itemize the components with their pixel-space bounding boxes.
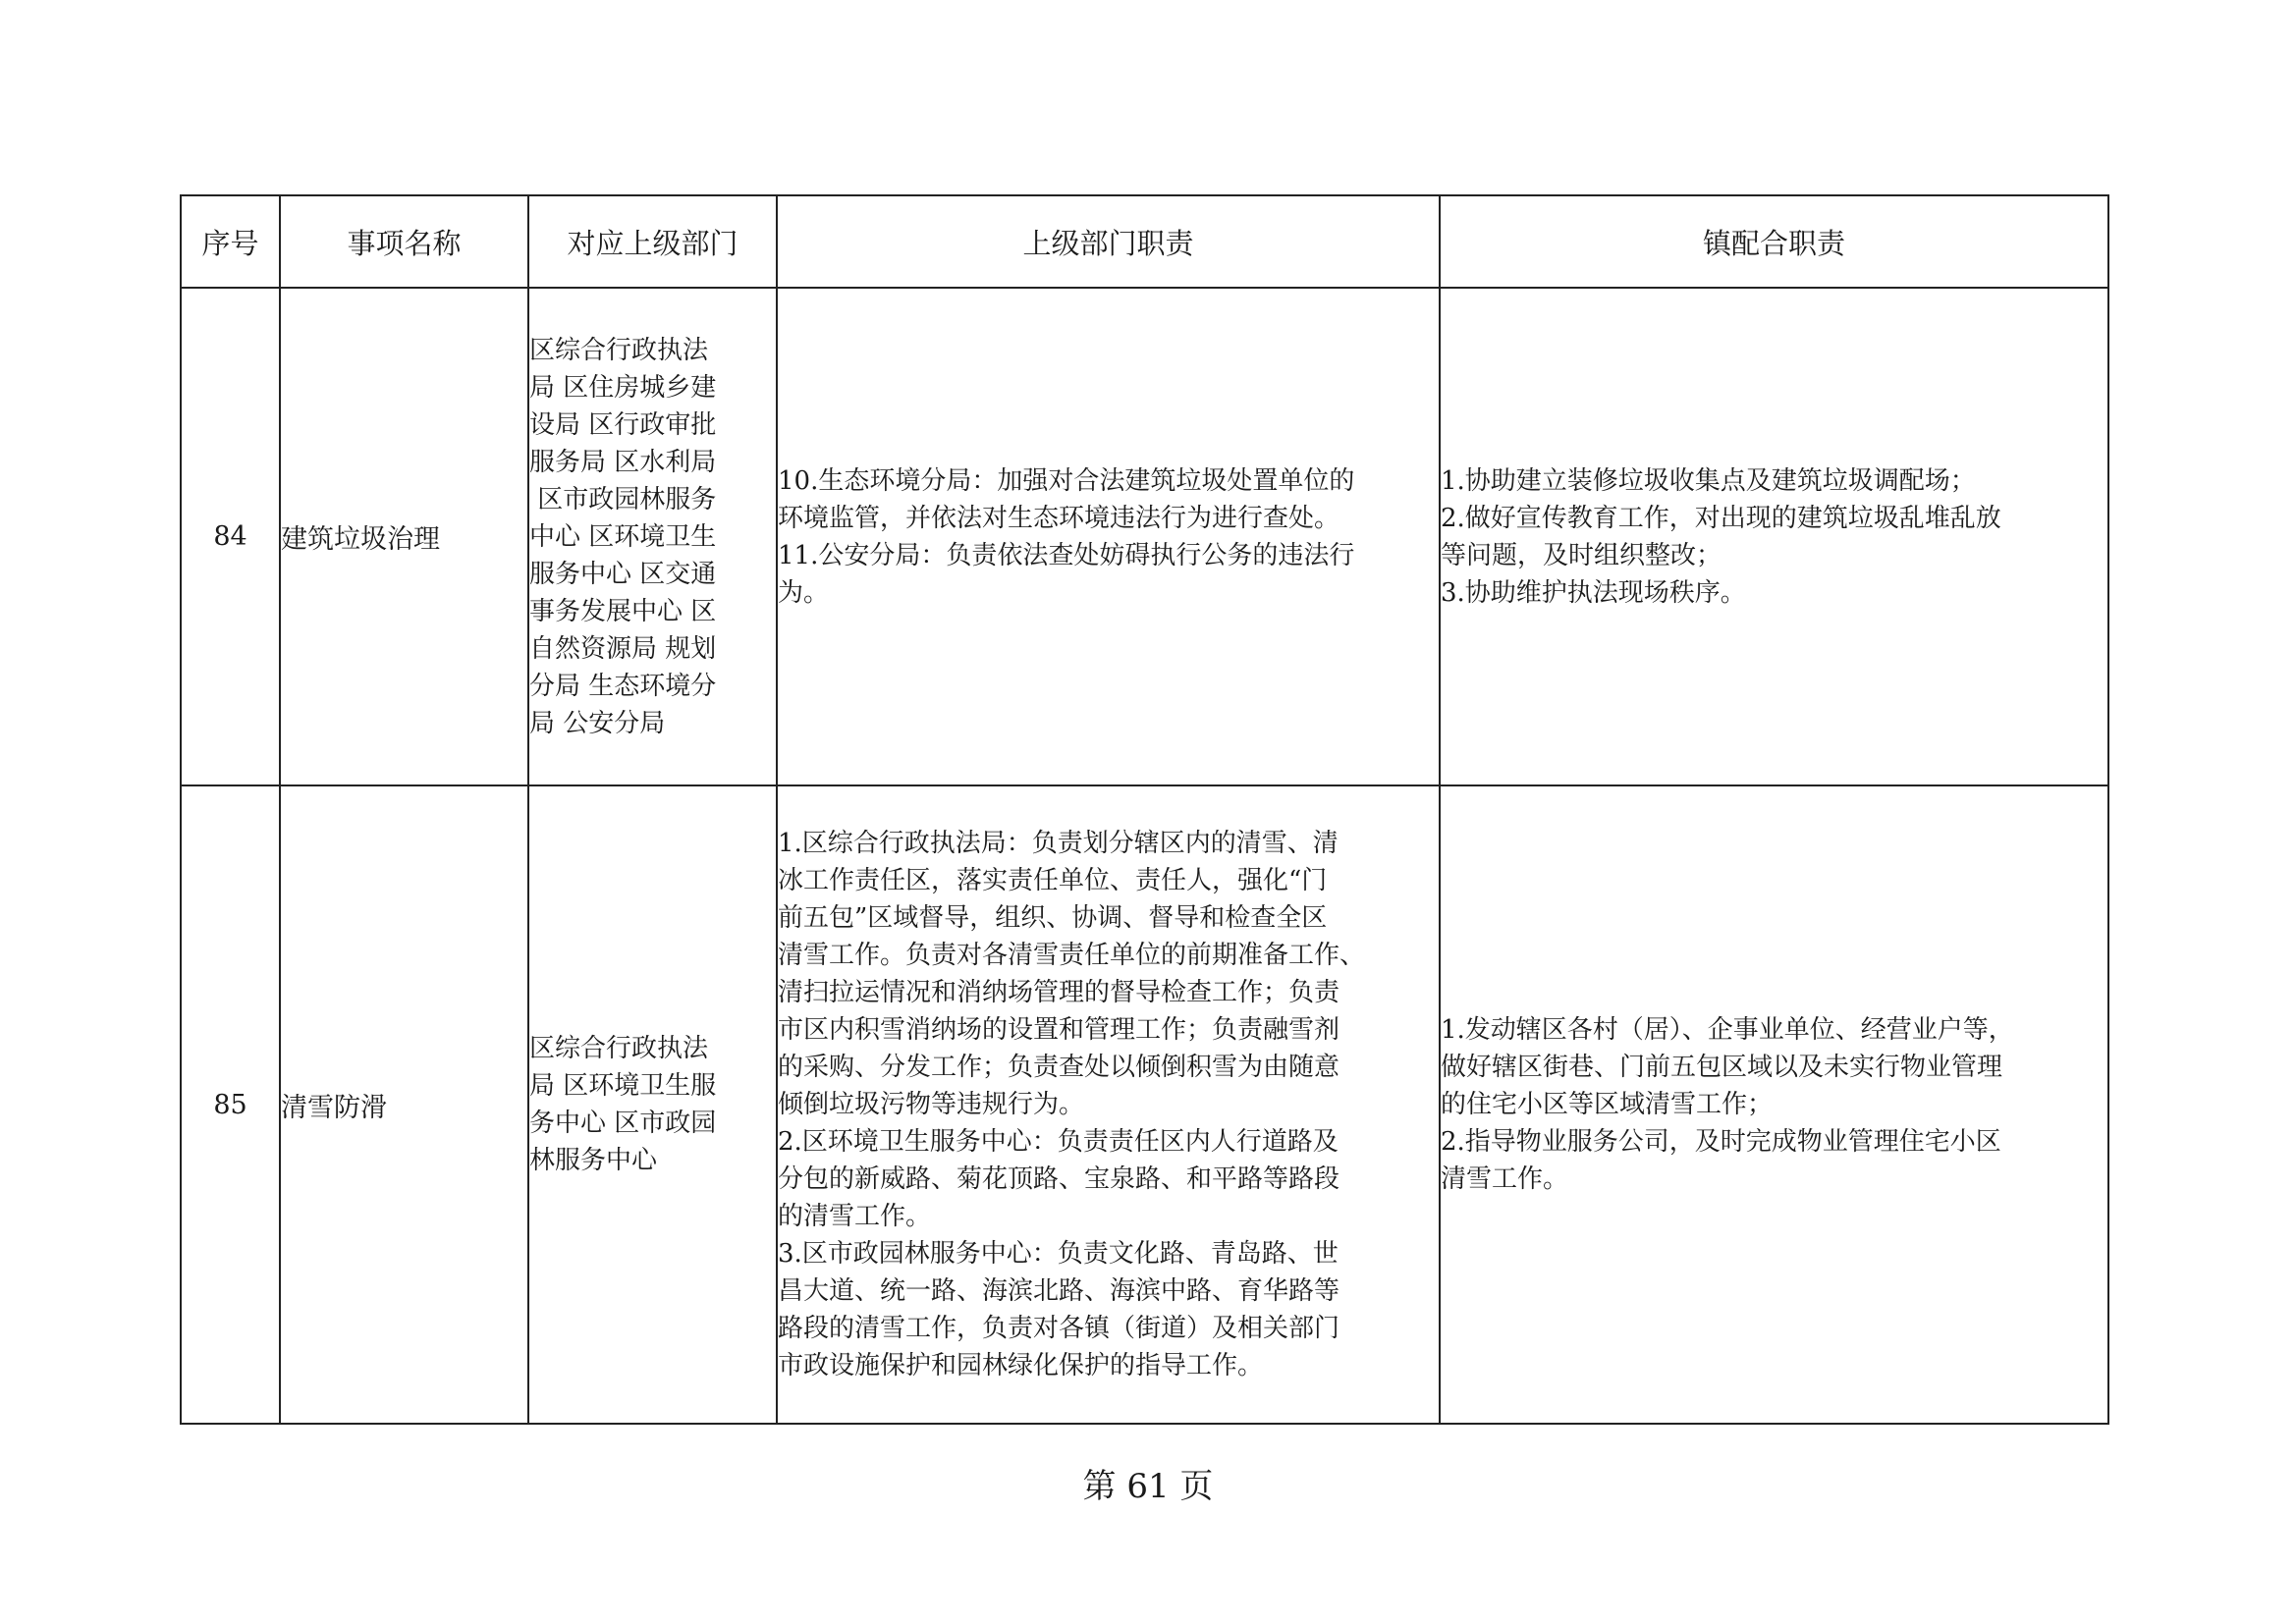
dept-line: 分局 生态环境分	[529, 671, 717, 701]
duty-line: 路段的清雪工作，负责对各镇（街道）及相关部门	[778, 1314, 1340, 1343]
dept-line: 局 公安分局	[529, 708, 666, 738]
dept-line: 区综合行政执法	[529, 1034, 709, 1063]
duty-line: 1.区综合行政执法局：负责划分辖区内的清雪、清	[778, 829, 1339, 858]
duty-line: 昌大道、统一路、海滨北路、海滨中路、育华路等	[778, 1276, 1340, 1306]
dept-line: 服务中心 区交通	[529, 559, 717, 589]
table-row	[181, 785, 2108, 1424]
duty-line: 3.区市政园林服务中心：负责文化路、青岛路、世	[778, 1239, 1339, 1269]
duty-line: 清扫拉运情况和消纳场管理的督导检查工作；负责	[778, 978, 1340, 1007]
duty-line: 的采购、分发工作；负责查处以倾倒积雪为由随意	[778, 1053, 1340, 1082]
row-number: 84	[181, 288, 280, 785]
duty-line: 清雪工作。负责对各清雪责任单位的前期准备工作、	[778, 941, 1366, 970]
duty-line: 1.发动辖区各村（居）、企事业单位、经营业户等，	[1441, 1015, 2014, 1045]
upper-dept-cell	[528, 785, 777, 1424]
responsibility-table	[180, 194, 2109, 1425]
duty-line: 11.公安分局：负责依法查处妨碍执行公务的违法行	[778, 540, 1355, 570]
dept-line: 中心 区环境卫生	[529, 521, 717, 552]
upper-duty-cell	[777, 288, 1440, 785]
header-upper-dept: 对应上级部门	[528, 195, 777, 288]
duty-line: 前五包”区域督导，组织、协调、督导和检查全区	[778, 903, 1328, 933]
dept-line: 林服务中心	[529, 1146, 658, 1175]
town-duty-cell	[1440, 288, 2108, 785]
row-number: 85	[181, 785, 280, 1424]
header-item-name: 事项名称	[280, 195, 528, 288]
duty-line: 3.协助维护执法现场秩序。	[1441, 577, 1746, 608]
dept-line: 设局 区行政审批	[529, 409, 717, 440]
duty-line: 2.做好宣传教育工作，对出现的建筑垃圾乱堆乱放	[1441, 503, 2001, 533]
dept-line: 事务发展中心 区	[529, 596, 717, 626]
header-seq: 序号	[181, 195, 280, 288]
duty-line: 10.生态环境分局：加强对合法建筑垃圾处置单位的	[778, 465, 1355, 496]
page-number: 第 61 页	[1082, 1467, 1214, 1506]
dept-line: 区综合行政执法	[529, 335, 709, 365]
duty-line: 分包的新威路、菊花顶路、宝泉路、和平路等路段	[778, 1164, 1340, 1194]
dept-line: 局 区住房城乡建	[529, 372, 717, 403]
upper-dept-cell	[528, 288, 777, 785]
duty-line: 市政设施保护和园林绿化保护的指导工作。	[778, 1351, 1264, 1380]
duty-line: 冰工作责任区，落实责任单位、责任人，强化“门	[778, 866, 1328, 895]
duty-line: 2.指导物业服务公司，及时完成物业管理住宅小区	[1441, 1127, 2001, 1157]
dept-line: 服务局 区水利局	[529, 447, 717, 477]
duty-line: 市区内积雪消纳场的设置和管理工作；负责融雪剂	[778, 1015, 1340, 1045]
table-header-row	[181, 195, 2108, 288]
duty-line: 等问题，及时组织整改；	[1441, 540, 1722, 570]
duty-line: 为。	[778, 577, 830, 608]
item-name: 建筑垃圾治理	[280, 288, 528, 785]
item-name: 清雪防滑	[280, 785, 528, 1424]
duty-line: 倾倒垃圾污物等违规行为。	[778, 1090, 1085, 1119]
duty-line: 清雪工作。	[1441, 1164, 1569, 1194]
duty-line: 环境监管，并依法对生态环境违法行为进行查处。	[778, 503, 1340, 533]
duty-line: 1.协助建立装修垃圾收集点及建筑垃圾调配场；	[1441, 465, 1976, 496]
duty-line: 的住宅小区等区域清雪工作；	[1441, 1090, 1774, 1119]
duty-line: 2.区环境卫生服务中心：负责责任区内人行道路及	[778, 1127, 1339, 1157]
duty-line: 做好辖区街巷、门前五包区域以及未实行物业管理	[1441, 1053, 2003, 1082]
dept-line: 自然资源局 规划	[529, 633, 717, 664]
table-row	[181, 288, 2108, 785]
dept-line: 区市政园林服务	[529, 484, 717, 514]
header-town-duty: 镇配合职责	[1440, 195, 2108, 288]
duty-line: 的清雪工作。	[778, 1202, 932, 1231]
header-upper-duty: 上级部门职责	[777, 195, 1440, 288]
town-duty-cell	[1440, 785, 2108, 1424]
upper-duty-cell	[777, 785, 1440, 1424]
dept-line: 局 区环境卫生服	[529, 1071, 717, 1101]
dept-line: 务中心 区市政园	[529, 1109, 717, 1138]
